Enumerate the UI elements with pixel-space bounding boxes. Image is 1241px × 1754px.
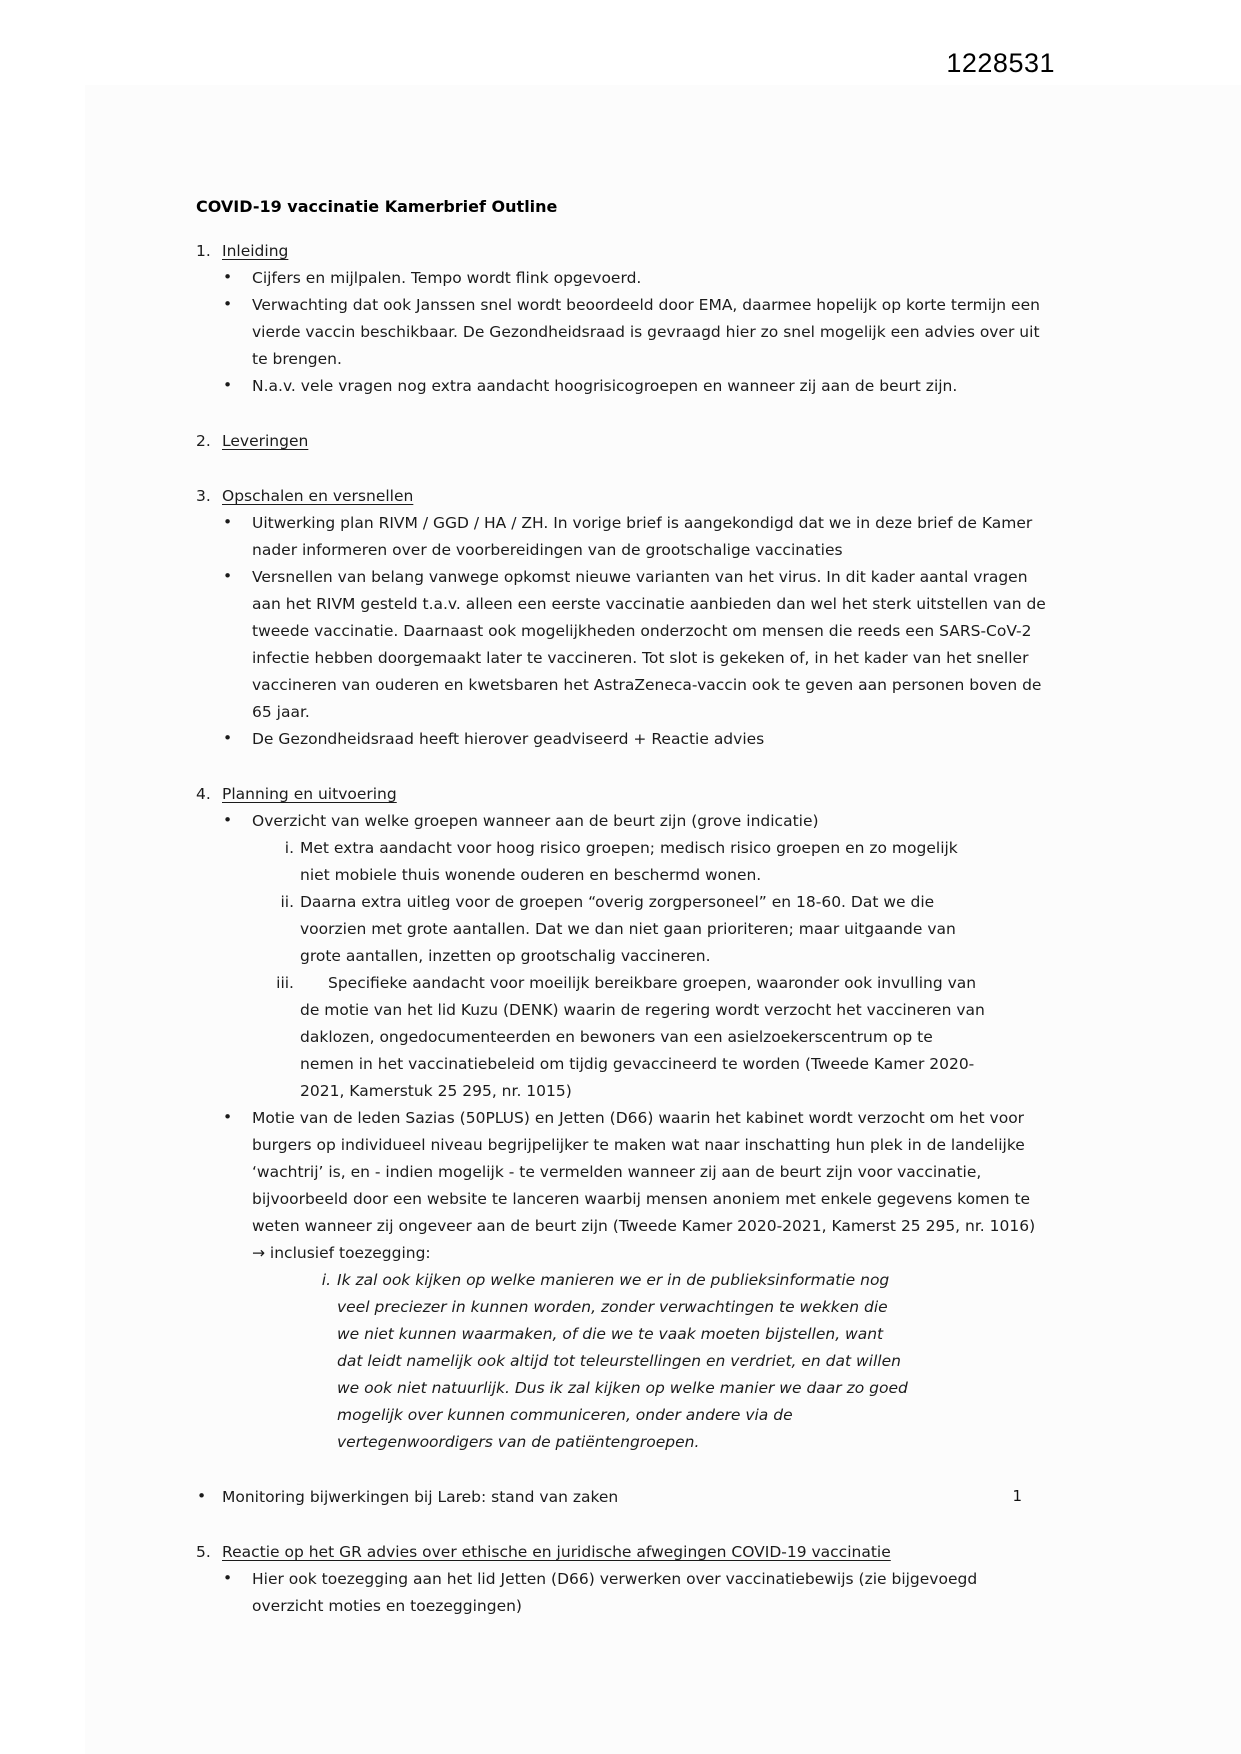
bullet-icon: •	[223, 1108, 233, 1126]
bullet-text: Uitwerking plan RIVM / GGD / HA / ZH. In vorige brief is aangekondigd dat we in deze brief de Kamer nader informeren over de voorbereidingen van de grootschalige vaccinaties	[252, 514, 1033, 559]
bullet-icon: •	[223, 811, 233, 829]
bullet-item	[196, 292, 1048, 373]
bullet-item	[196, 1105, 1048, 1267]
roman-label: i.	[284, 839, 294, 857]
roman-item-iii	[196, 970, 1048, 1105]
bullet-item	[196, 373, 1048, 400]
bullet-text: Motie van de leden Sazias (50PLUS) en Jetten (D66) waarin het kabinet wordt verzocht om het voor burgers op individueel niveau begrijpelijker te maken wat naar inschatting hun plek in de landelijke ‘wachtrij’ is, en - indien mogelijk - te vermelden wanneer zij aan de beurt zijn voor vaccinatie, bijvoorbeeld door een website te lanceren waarbij mensen anoniem met enkele gegevens komen te weten wanneer zij ongeveer aan de beurt zijn (Tweede Kamer 2020-2021, Kamerst 25 295, nr. 1016) → inclusief toezegging:	[252, 1109, 1036, 1262]
roman-item-i	[196, 835, 1048, 889]
page-number: 1	[1012, 1487, 1022, 1505]
section-heading: Inleiding	[222, 242, 289, 260]
stamp-number: 1228531	[946, 48, 1055, 78]
bullet-text: Verwachting dat ook Janssen snel wordt beoordeeld door EMA, daarmee hopelijk op korte termijn een vierde vaccin beschikbaar. De Gezondheidsraad is gevraagd hier zo snel mogelijk een advies over uit te brengen.	[252, 296, 1040, 368]
bullet-icon: •	[197, 1487, 207, 1505]
bullet-item	[196, 1566, 1048, 1620]
section-number: 4.	[196, 785, 211, 803]
section-inleiding	[196, 238, 1048, 400]
bullet-text: Cijfers en mijlpalen. Tempo wordt flink opgevoerd.	[252, 269, 642, 287]
section-number: 2.	[196, 432, 211, 450]
bullet-icon: •	[223, 376, 233, 394]
bullet-icon: •	[223, 1569, 233, 1587]
bullet-icon: •	[223, 268, 233, 286]
section-number: 1.	[196, 242, 211, 260]
section-leveringen	[196, 428, 1048, 455]
section-heading: Reactie op het GR advies over ethische en juridische afwegingen COVID-19 vaccinatie	[222, 1543, 891, 1561]
bullet-icon: •	[223, 295, 233, 313]
section-opschalen	[196, 483, 1048, 753]
section-heading-row	[196, 781, 1048, 808]
roman-label: ii.	[280, 893, 294, 911]
section-heading-row	[196, 238, 1048, 265]
roman-item-quote	[196, 1267, 1048, 1456]
bullet-icon: •	[223, 513, 233, 531]
document-title: COVID-19 vaccinatie Kamerbrief Outline	[196, 197, 558, 216]
roman-text: Daarna extra uitleg voor de groepen “overig zorgpersoneel” en 18-60. Dat we die voorzien met grote aantallen. Dat we dan niet gaan prioriteren; maar uitgaande van grote aantallen, inzetten op grootschalig vaccineren.	[300, 893, 956, 965]
roman-quote-text: Ik zal ook kijken op welke manieren we er in de publieksinformatie nog veel preciezer in kunnen worden, zonder verwachtingen te wekken die we niet kunnen waarmaken, of die we te vaak moeten bijstellen, want dat leidt namelijk ook altijd tot teleurstellingen en verdriet, en dat willen we ook niet natuurlijk. Dus ik zal kijken op welke manier we daar zo goed mogelijk over kunnen communiceren, onder andere via de vertegenwoordigers van de patiëntengroepen.	[337, 1271, 908, 1451]
section-heading-row	[196, 1539, 1048, 1566]
bullet-item	[196, 564, 1048, 726]
bullet-text: Hier ook toezegging aan het lid Jetten (D66) verwerken over vaccinatiebewijs (zie bijgevoegd overzicht moties en toezeggingen)	[252, 1570, 978, 1615]
section-number: 5.	[196, 1543, 211, 1561]
section-number: 3.	[196, 487, 211, 505]
bullet-item	[196, 265, 1048, 292]
roman-text: Specifieke aandacht voor moeilijk bereikbare groepen, waaronder ook invulling van de motie van het lid Kuzu (DENK) waarin de regering wordt verzocht het vaccineren van daklozen, ongedocumenteerden en bewoners van een asielzoekerscentrum op te nemen in het vaccinatiebeleid om tijdig gevaccineerd te worden (Tweede Kamer 2020-2021, Kamerstuk 25 295, nr. 1015)	[300, 974, 985, 1100]
section-heading: Opschalen en versnellen	[222, 487, 414, 505]
bullet-icon: •	[223, 729, 233, 747]
roman-label: i.	[321, 1271, 331, 1289]
section-planning	[196, 781, 1048, 1456]
bullet-item	[196, 726, 1048, 753]
section-reactie	[196, 1539, 1048, 1620]
section-heading: Leveringen	[222, 432, 309, 450]
bullet-icon: •	[223, 567, 233, 585]
bullet-text: N.a.v. vele vragen nog extra aandacht hoogrisicogroepen en wanneer zij aan de beurt zijn.	[252, 377, 958, 395]
bullet-item	[196, 510, 1048, 564]
roman-text: Met extra aandacht voor hoog risico groepen; medisch risico groepen en zo mogelijk niet mobiele thuis wonende ouderen en beschermd wonen.	[300, 839, 958, 884]
document-body	[196, 193, 1048, 1620]
bullet-text: Versnellen van belang vanwege opkomst nieuwe varianten van het virus. In dit kader aantal vragen aan het RIVM gesteld t.a.v. alleen een eerste vaccinatie aanbieden dan wel het sterk uitstellen van de tweede vaccinatie. Daarnaast ook mogelijkheden onderzocht om mensen die reeds een SARS-CoV-2 infectie hebben doorgemaakt later te vaccineren. Tot slot is gekeken of, in het kader van het sneller vaccineren van ouderen en kwetsbaren het AstraZeneca-vaccin ook te geven aan personen boven de 65 jaar.	[252, 568, 1046, 721]
bullet-text: Overzicht van welke groepen wanneer aan de beurt zijn (grove indicatie)	[252, 812, 819, 830]
section-heading: Planning en uitvoering	[222, 785, 397, 803]
bullet-item	[196, 808, 1048, 835]
section-heading-row	[196, 483, 1048, 510]
bullet-text: Monitoring bijwerkingen bij Lareb: stand van zaken	[222, 1488, 619, 1506]
section-heading-row	[196, 428, 1048, 455]
bullet-text: De Gezondheidsraad heeft hierover geadviseerd + Reactie advies	[252, 730, 765, 748]
roman-label: iii.	[276, 974, 294, 992]
roman-item-ii	[196, 889, 1048, 970]
